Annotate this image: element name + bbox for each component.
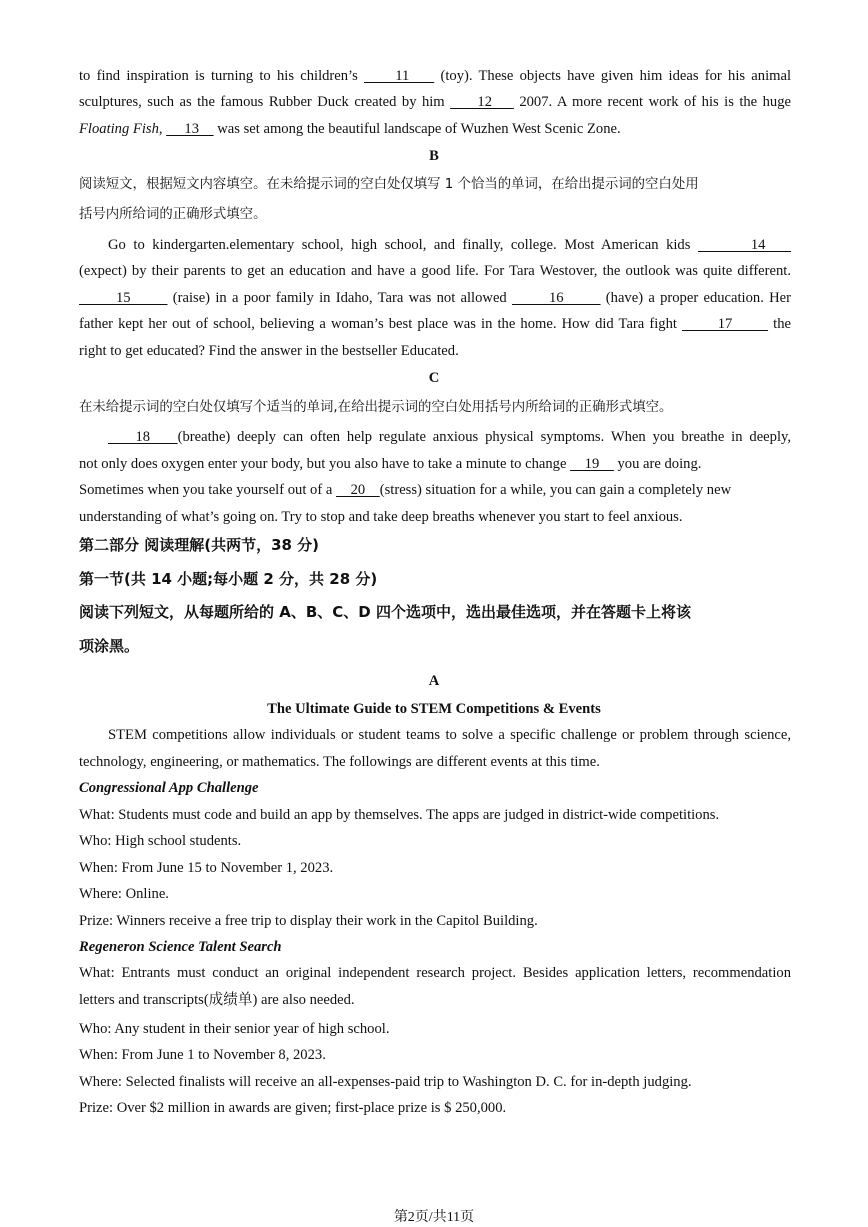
passage-line bbox=[108, 427, 791, 447]
text: , bbox=[158, 121, 167, 137]
event-who: Who: Any student in their senior year of high school. bbox=[79, 1021, 390, 1037]
event-when: When: From June 15 to November 1, 2023. bbox=[79, 860, 334, 876]
section-heading-b: B bbox=[429, 148, 439, 164]
passage-line bbox=[79, 454, 791, 474]
event-what: What: Students must code and build an app by themselves. The apps are judged in district-wide competitions. bbox=[79, 807, 720, 823]
passage-line bbox=[79, 92, 791, 112]
blank-20: 20 bbox=[335, 482, 380, 498]
passage-line bbox=[79, 314, 791, 334]
passage-heading-a: A bbox=[428, 673, 440, 689]
passage-line bbox=[79, 288, 791, 308]
blank-17: 17 bbox=[682, 316, 769, 332]
text: to find inspiration is turning to his children’s bbox=[79, 68, 365, 84]
text: Floating Fish bbox=[79, 121, 159, 137]
instruction-line: 括号内所给词的正确形式填空。 bbox=[79, 207, 267, 222]
passage-line: right to get educated? Find the answer in the bestseller Educated. bbox=[79, 343, 459, 359]
event-when: When: From June 1 to November 8, 2023. bbox=[79, 1047, 326, 1063]
event-name: Regeneron Science Talent Search bbox=[79, 939, 282, 955]
blank-15: 15 bbox=[79, 290, 168, 306]
passage-line: STEM competitions allow individuals or student teams to solve a specific challenge or problem through science, bbox=[108, 727, 791, 743]
text: (raise) in a poor family in Idaho, Tara was not allowed bbox=[167, 290, 513, 306]
event-name: Congressional App Challenge bbox=[79, 780, 259, 796]
event-where: Where: Selected finalists will receive an all-expenses-paid trip to Washington D. C. for in-depth judging. bbox=[79, 1074, 692, 1090]
blank-18: 18 bbox=[108, 429, 178, 445]
text: not only does oxygen enter your body, but you also have to take a minute to change bbox=[79, 456, 571, 472]
event-what: What: Entrants must conduct an original independent research project. Besides application letters, recommendation bbox=[79, 965, 791, 981]
text: (breathe) deeply can often help regulate anxious physical symptoms. When you breathe in deeply, bbox=[177, 429, 792, 445]
blank-14: 14 bbox=[697, 237, 791, 253]
text: Sometimes when you take yourself out of a bbox=[79, 482, 336, 498]
instruction-line: 在未给提示词的空白处仅填写个适当的单词,在给出提示词的空白处用括号内所给词的正确形式填空。 bbox=[79, 400, 673, 415]
passage-line: understanding of what’s going on. Try to stop and take deep breaths whenever you start to feel anxious. bbox=[79, 509, 683, 525]
event-what: letters and transcripts(成绩单) are also needed. bbox=[79, 992, 355, 1008]
text: Go to kindergarten.elementary school, high school, and finally, college. Most American kids bbox=[108, 237, 698, 253]
passage-line bbox=[79, 119, 791, 139]
text: (toy). These objects have given him ideas for his animal bbox=[434, 68, 792, 84]
text: you are doing. bbox=[613, 456, 702, 472]
passage-line bbox=[108, 235, 791, 255]
section-heading-c: C bbox=[428, 370, 440, 386]
text: the bbox=[768, 316, 791, 332]
event-who: Who: High school students. bbox=[79, 833, 242, 849]
passage-line bbox=[79, 66, 791, 86]
text: 2007. A more recent work of his is the huge bbox=[513, 94, 791, 110]
event-prize: Prize: Over $2 million in awards are given; first-place prize is $ 250,000. bbox=[79, 1100, 507, 1116]
blank-16: 16 bbox=[512, 290, 601, 306]
text: was set among the beautiful landscape of Wuzhen West Scenic Zone. bbox=[213, 121, 621, 137]
blank-12: 12 bbox=[450, 94, 514, 110]
section-title: 第一节(共 14 小题;每小题 2 分，共 28 分) bbox=[79, 570, 378, 588]
passage-line bbox=[79, 480, 791, 500]
part-title: 第二部分 阅读理解(共两节，38 分) bbox=[79, 536, 320, 554]
text: (have) a proper education. Her bbox=[600, 290, 791, 306]
text: father kept her out of school, believing a woman’s best place was in the home. How did Tara fight bbox=[79, 316, 683, 332]
text: (stress) situation for a while, you can gain a completely new bbox=[379, 482, 732, 498]
page-number: 第2页/共11页 bbox=[393, 1210, 475, 1225]
instruction-line: 阅读下列短文，从每题所给的 A、B、C、D 四个选项中，选出最佳选项，并在答题卡上将该 bbox=[79, 603, 691, 621]
blank-11: 11 bbox=[364, 68, 435, 84]
passage-line: technology, engineering, or mathematics. The followings are different events at this time. bbox=[79, 754, 600, 770]
event-prize: Prize: Winners receive a free trip to display their work in the Capitol Building. bbox=[79, 913, 538, 929]
passage-title: The Ultimate Guide to STEM Competitions & Events bbox=[267, 701, 601, 717]
instruction-line: 项涂黑。 bbox=[79, 637, 140, 655]
instruction-line: 阅读短文，根据短文内容填空。在未给提示词的空白处仅填写 1 个恰当的单词，在给出提示词的空白处用 bbox=[79, 177, 699, 192]
blank-19: 19 bbox=[570, 456, 614, 472]
passage-line: (expect) by their parents to get an education and have a good life. For Tara Westover, the outlook was quite different. bbox=[79, 263, 791, 279]
event-where: Where: Online. bbox=[79, 886, 169, 902]
text: sculptures, such as the famous Rubber Duck created by him bbox=[79, 94, 451, 110]
blank-13: 13 bbox=[166, 121, 214, 137]
